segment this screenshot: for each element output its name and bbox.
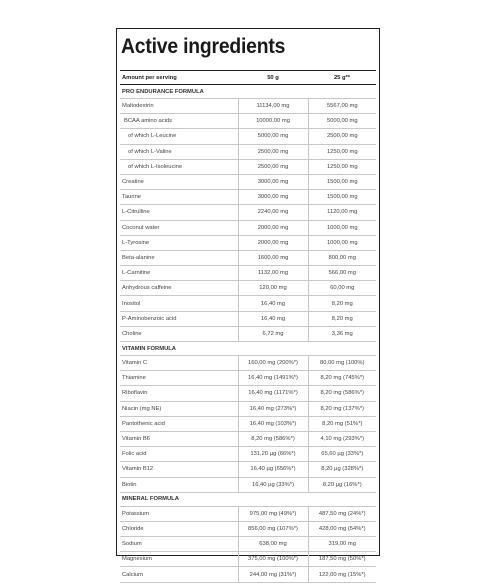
- amount-50g: 160,00 mg (200%*): [238, 356, 308, 371]
- amount-50g: 975,00 mg (49%*): [238, 506, 308, 521]
- ingredient-name: Choline: [120, 326, 238, 341]
- amount-50g: 16,40 mg (1491%*): [238, 371, 308, 386]
- table-row: [120, 506, 376, 521]
- section-title: PRO ENDURANCE FORMULA: [120, 85, 376, 99]
- amount-50g: 244,00 mg (31%*): [238, 567, 308, 582]
- amount-25g: 319,00 mg: [308, 537, 376, 552]
- header-amount-per-serving: Amount per serving: [120, 71, 238, 85]
- table-row: [120, 205, 376, 220]
- amount-25g: 8,20 µg (16%*): [308, 477, 376, 492]
- amount-50g: 5000,00 mg: [238, 129, 308, 144]
- ingredient-name: Riboflavin: [120, 386, 238, 401]
- amount-50g: 11134,00 mg: [238, 99, 308, 114]
- ingredient-name: of which L-Leucine: [120, 129, 238, 144]
- table-row: [120, 552, 376, 567]
- ingredient-name: Maltodextrin: [120, 99, 238, 114]
- amount-25g: 65,60 µg (33%*): [308, 447, 376, 462]
- page-title: Active ingredients: [121, 35, 286, 58]
- amount-50g: 16,40 µg (33%*): [238, 477, 308, 492]
- amount-50g: 856,00 mg (107%*): [238, 521, 308, 536]
- ingredient-name: Vitamin B6: [120, 431, 238, 446]
- amount-25g: 8,20 mg: [308, 311, 376, 326]
- table-header-row: [120, 71, 376, 85]
- amount-25g: 8,20 mg (586%*): [308, 386, 376, 401]
- table-row: [120, 129, 376, 144]
- section-title: MINERAL FORMULA: [120, 492, 376, 506]
- amount-50g: 16,40 µg (656%*): [238, 462, 308, 477]
- table-row: [120, 447, 376, 462]
- amount-25g: 800,00 mg: [308, 250, 376, 265]
- amount-50g: 6,72 mg: [238, 326, 308, 341]
- amount-50g: 3000,00 mg: [238, 190, 308, 205]
- section-title: VITAMIN FORMULA: [120, 342, 376, 356]
- table-row: [120, 266, 376, 281]
- ingredient-name: L-Citrulline: [120, 205, 238, 220]
- amount-25g: 122,00 mg (15%*): [308, 567, 376, 582]
- table-row: [120, 250, 376, 265]
- table-row: [120, 462, 376, 477]
- table-row: [120, 174, 376, 189]
- amount-25g: 1250,00 mg: [308, 159, 376, 174]
- amount-50g: 16,40 mg (273%*): [238, 401, 308, 416]
- ingredient-name: Beta-alanine: [120, 250, 238, 265]
- amount-25g: 8,20 mg (137%*): [308, 401, 376, 416]
- amount-50g: 16,40 mg: [238, 296, 308, 311]
- amount-50g: 1132,00 mg: [238, 266, 308, 281]
- amount-25g: 8,20 µg (328%*): [308, 462, 376, 477]
- amount-25g: 428,00 mg (54%*): [308, 521, 376, 536]
- amount-50g: 2000,00 mg: [238, 220, 308, 235]
- amount-25g: 60,00 mg: [308, 281, 376, 296]
- table-row: [120, 567, 376, 582]
- amount-25g: 1500,00 mg: [308, 174, 376, 189]
- table-row: [120, 99, 376, 114]
- table-row: [120, 144, 376, 159]
- ingredient-name: Biotin: [120, 477, 238, 492]
- ingredient-name: Folic acid: [120, 447, 238, 462]
- amount-25g: 8,20 mg (745%*): [308, 371, 376, 386]
- ingredient-name: Vitamin C: [120, 356, 238, 371]
- amount-25g: 1000,00 mg: [308, 235, 376, 250]
- section-header-row: [120, 492, 376, 506]
- table-row: [120, 371, 376, 386]
- table-row: [120, 477, 376, 492]
- amount-25g: 487,50 mg (24%*): [308, 506, 376, 521]
- table-row: [120, 281, 376, 296]
- amount-50g: 10000,00 mg: [238, 114, 308, 129]
- ingredient-name: Chloride: [120, 521, 238, 536]
- table-row: [120, 114, 376, 129]
- section-header-row: [120, 85, 376, 99]
- ingredients-panel: [116, 28, 380, 578]
- amount-25g: 80,00 mg (100%): [308, 356, 376, 371]
- table-row: [120, 296, 376, 311]
- ingredients-table-body: [120, 71, 376, 583]
- amount-25g: 5000,00 mg: [308, 114, 376, 129]
- header-serving-25g: 25 g**: [308, 71, 376, 85]
- ingredient-name: Inositol: [120, 296, 238, 311]
- ingredient-name: Calcium: [120, 567, 238, 582]
- ingredient-name: Creatine: [120, 174, 238, 189]
- amount-25g: 566,00 mg: [308, 266, 376, 281]
- amount-25g: 8,20 mg: [308, 296, 376, 311]
- amount-50g: 131,20 µg (66%*): [238, 447, 308, 462]
- amount-50g: 2500,00 mg: [238, 159, 308, 174]
- amount-50g: 2500,00 mg: [238, 144, 308, 159]
- ingredients-table: [120, 70, 376, 583]
- amount-25g: 1000,00 mg: [308, 220, 376, 235]
- amount-50g: 1600,00 mg: [238, 250, 308, 265]
- section-header-row: [120, 342, 376, 356]
- amount-25g: 1250,00 mg: [308, 144, 376, 159]
- table-row: [120, 235, 376, 250]
- ingredient-name: Taurine: [120, 190, 238, 205]
- table-row: [120, 521, 376, 536]
- ingredient-name: L-Carnitine: [120, 266, 238, 281]
- amount-50g: 2000,00 mg: [238, 235, 308, 250]
- table-row: [120, 356, 376, 371]
- ingredient-name: Vitamin B12: [120, 462, 238, 477]
- amount-25g: 3,36 mg: [308, 326, 376, 341]
- table-row: [120, 416, 376, 431]
- table-row: [120, 431, 376, 446]
- ingredient-name: Potassium: [120, 506, 238, 521]
- amount-50g: 16,40 mg (103%*): [238, 416, 308, 431]
- ingredient-name: of which L-Isoleucine: [120, 159, 238, 174]
- table-row: [120, 311, 376, 326]
- table-row: [120, 326, 376, 341]
- amount-50g: 8,20 mg (586%*): [238, 431, 308, 446]
- table-row: [120, 537, 376, 552]
- header-serving-50g: 50 g: [238, 71, 308, 85]
- amount-50g: 3000,00 mg: [238, 174, 308, 189]
- table-row: [120, 220, 376, 235]
- ingredient-name: Pantothenic acid: [120, 416, 238, 431]
- ingredient-name: BCAA amino acids: [120, 114, 238, 129]
- table-row: [120, 386, 376, 401]
- ingredient-name: Anhydrous caffeine: [120, 281, 238, 296]
- amount-25g: 1500,00 mg: [308, 190, 376, 205]
- ingredient-name: Magnesium: [120, 552, 238, 567]
- ingredient-name: Coconut water: [120, 220, 238, 235]
- ingredient-name: L-Tyrosine: [120, 235, 238, 250]
- ingredient-name: P-Aminobenzoic acid: [120, 311, 238, 326]
- amount-50g: 120,00 mg: [238, 281, 308, 296]
- amount-50g: 375,00 mg (100%*): [238, 552, 308, 567]
- ingredient-name: Sodium: [120, 537, 238, 552]
- ingredient-name: Niacin (mg NE): [120, 401, 238, 416]
- ingredient-name: of which L-Valine: [120, 144, 238, 159]
- table-row: [120, 401, 376, 416]
- amount-50g: 16,40 mg (1171%*): [238, 386, 308, 401]
- amount-25g: 4,10 mg (293%*): [308, 431, 376, 446]
- amount-25g: 1120,00 mg: [308, 205, 376, 220]
- amount-25g: 8,20 mg (51%*): [308, 416, 376, 431]
- amount-25g: 2500,00 mg: [308, 129, 376, 144]
- amount-50g: 16,40 mg: [238, 311, 308, 326]
- amount-25g: 5567,00 mg: [308, 99, 376, 114]
- amount-50g: 638,00 mg: [238, 537, 308, 552]
- table-row: [120, 159, 376, 174]
- ingredient-name: Thiamine: [120, 371, 238, 386]
- amount-25g: 187,50 mg (50%*): [308, 552, 376, 567]
- table-row: [120, 190, 376, 205]
- amount-50g: 2240,00 mg: [238, 205, 308, 220]
